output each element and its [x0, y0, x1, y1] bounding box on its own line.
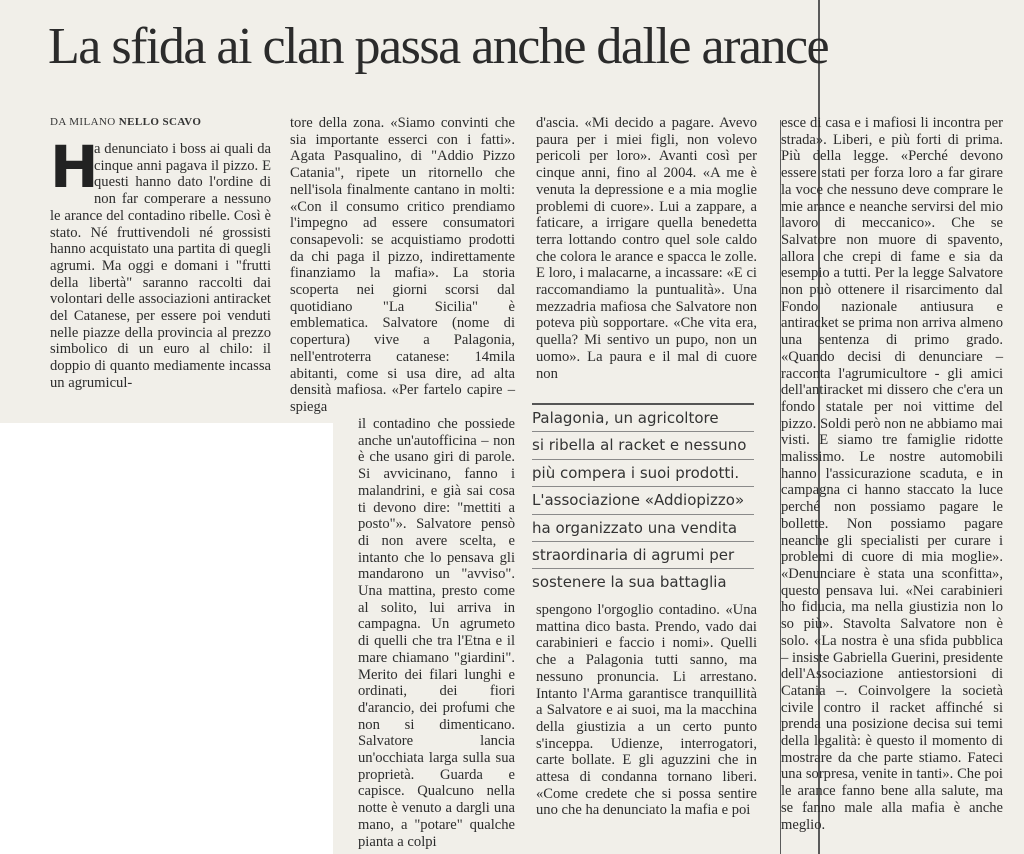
pull-quote-line: ha organizzato una vendita [532, 515, 754, 542]
column-1-body: a denunciato i boss ai quali da cinque anni pagava il pizzo. E questi hanno dato l'ordine di non far comperare a nessuno le arance del contadino ribelle. Così è stato. Né fruttivendoli né grossisti hanno acquistato una partita di quegli agrumi. Ma oggi e domani i "frutti della libertà" saranno raccolti dai volontari delle associazioni antiracket del Catanese, per essere poi venduti nelle piazze della provincia al prezzo simbolico di un euro al chilo: il doppio di quanto mediamente incassa un agrumicul- [50, 141, 271, 391]
pull-quote-line: sostenere la sua battaglia [532, 573, 727, 592]
byline [50, 116, 201, 128]
pull-quote-line: L'associazione «Addiopizzo» [532, 487, 754, 514]
pull-quote [532, 403, 754, 596]
pull-quote-line: Palagonia, un agricoltore [532, 405, 754, 432]
column-1-text [50, 133, 271, 392]
dropcap: H [50, 133, 99, 201]
column-3-bottom-text: spengono l'orgoglio contadino. «Una mattina dico basta. Prendo, vado dai carabinieri e faccio i nomi». Quelli che a Palagonia tutti sanno, ma nessuno pronuncia. Li arrestano. Intanto l'Arma garantisce tranquillità a Salvatore e ai suoi, ma la macchina della giustizia a un certo punto s'inceppa. Udienze, interrogatori, carte bollate. E gli aguzzini che in attesa di condanna tornano liberi. «Come credete che si possa sentire uno che ha denunciato la mafia e poi [536, 602, 757, 819]
column-2-narrow [358, 416, 515, 850]
pull-quote-line: si ribella al racket e nessuno [532, 432, 754, 459]
headline: La sfida ai clan passa anche dalle arance [48, 18, 829, 75]
blank-area [0, 423, 333, 854]
column-3-top-text: d'ascia. «Mi decido a pagare. Avevo paura per i miei figli, non volevo pericoli per loro». Avanti così per cinque anni, fino al 2004. «A me è venuta la depressione e a mia moglie problemi di cuore». Lui a zappare, a faticare, a irrigare quella benedetta terra lottando contro quel sole caldo che colora le arance e spacca le zolle. E loro, i malacarne, a incassare: «E ci raccomandiamo la puntualità». Una mezzadria mafiosa che Salvatore non poteva più sopportare. «Che vita era, quella? Mi sentivo un pupo, non un uomo». La paura e il mal di cuore non [536, 115, 757, 382]
column-4-text: esce di casa e i mafiosi li incontra per strada». Liberi, e più forti di prima. Più della legge. «Perché devono essere stati per forza loro a far girare la voce che nessuno deve comprare le mie arance e neanche servirsi del mio lavoro di meccanico». Che se Salvatore non muore di spavento, allora che crepi di fame e sia da esempio a tutti. Per la legge Salvatore non può ottenere il risarcimento dal Fondo nazionale antiusura e antiracket se prima non arriva almeno una sentenza di primo grado. «Quando decisi di denunciare – racconta l'agrumicultore - gli amici dell'antiracket mi dissero che c'era un fondo statale per noi vittime del pizzo. Soldi però non ne abbiamo mai visti. E siamo tre famiglie ridotte malissimo. Le nostre automobili hanno l'assicurazione scaduta, e in campagna ci hanno staccato la luce perché non possiamo pagare le bollette. Non possiamo pagare neanche gli specialisti per curare i problemi di cuore di mia moglie». «Denunciare è stata una sconfitta», questo pensava lui. «Nei carabinieri ho fiducia, ma nella giustizia non lo so più». Stavolta Salvatore non è solo. «La nostra è una sfida pubblica – insiste Gabriella Guerini, presidente dell'Associazione antiestorsioni di Catania –. Coinvolgere la società civile contro il racket affinché si prenda una posizione decisa sui temi della legalità: è questo il momento di mostrare da che parte stiamo. Fateci una sorpresa, venite in tanti». Che poi le arance fanno bene alla salute, ma se fanno male alla mafia è anche meglio. [781, 115, 1003, 833]
column-2-narrow-text: il contadino che possiede anche un'autofficina – non è che usano giri di parole. Si avvicinano, fanno i malandrini, e già sai cosa ti devono dire: "mettiti a posto"». Salvatore pensò di non avere scelta, e intanto che lo pensava gli mandarono un "avviso". Una mattina, presto come al solito, lui arriva in campagna. Un agrumeto di quelli che tra l'Etna e il mare chiamano "giardini". Merito dei filari lunghi e ordinati, dei fiori d'arancio, dei profumi che non si dimenticano. Salvatore lancia un'occhiata larga sulla sua proprietà. Guarda e capisce. Qualcuno nella notte è venuto a dargli una mano, a "potare" qualche pianta a colpi [358, 416, 515, 850]
byline-place: DA MILANO [50, 116, 116, 128]
pull-quote-line: più compera i suoi prodotti. [532, 460, 754, 487]
pull-quote-line: straordinaria di agrumi per [532, 542, 754, 569]
column-4 [781, 115, 1003, 833]
column-2-top [290, 115, 515, 416]
byline-author: NELLO SCAVO [118, 116, 202, 128]
column-3-top [536, 115, 757, 382]
column-1 [50, 133, 271, 392]
column-3-bottom [536, 602, 757, 819]
column-2-top-text: tore della zona. «Siamo convinti che sia importante esserci con i fatti». Agata Pasqualino, di "Addio Pizzo Catania", ripete un ritornello che nell'isola finalmente cantano in molti: «Con il consumo critico prendiamo l'impegno ad essere consumatori consapevoli: se acquistiamo prodotti da chi paga il pizzo, indirettamente finanziamo la mafia». La storia scoperta nei giorni scorsi dal quotidiano "La Sicilia" è emblematica. Salvatore (nome di copertura) vive a Palagonia, nell'entroterra catanese: 14mila abitanti, come si usa dire, ad alta densità mafiosa. «Per fartelo capire – spiega [290, 115, 515, 415]
